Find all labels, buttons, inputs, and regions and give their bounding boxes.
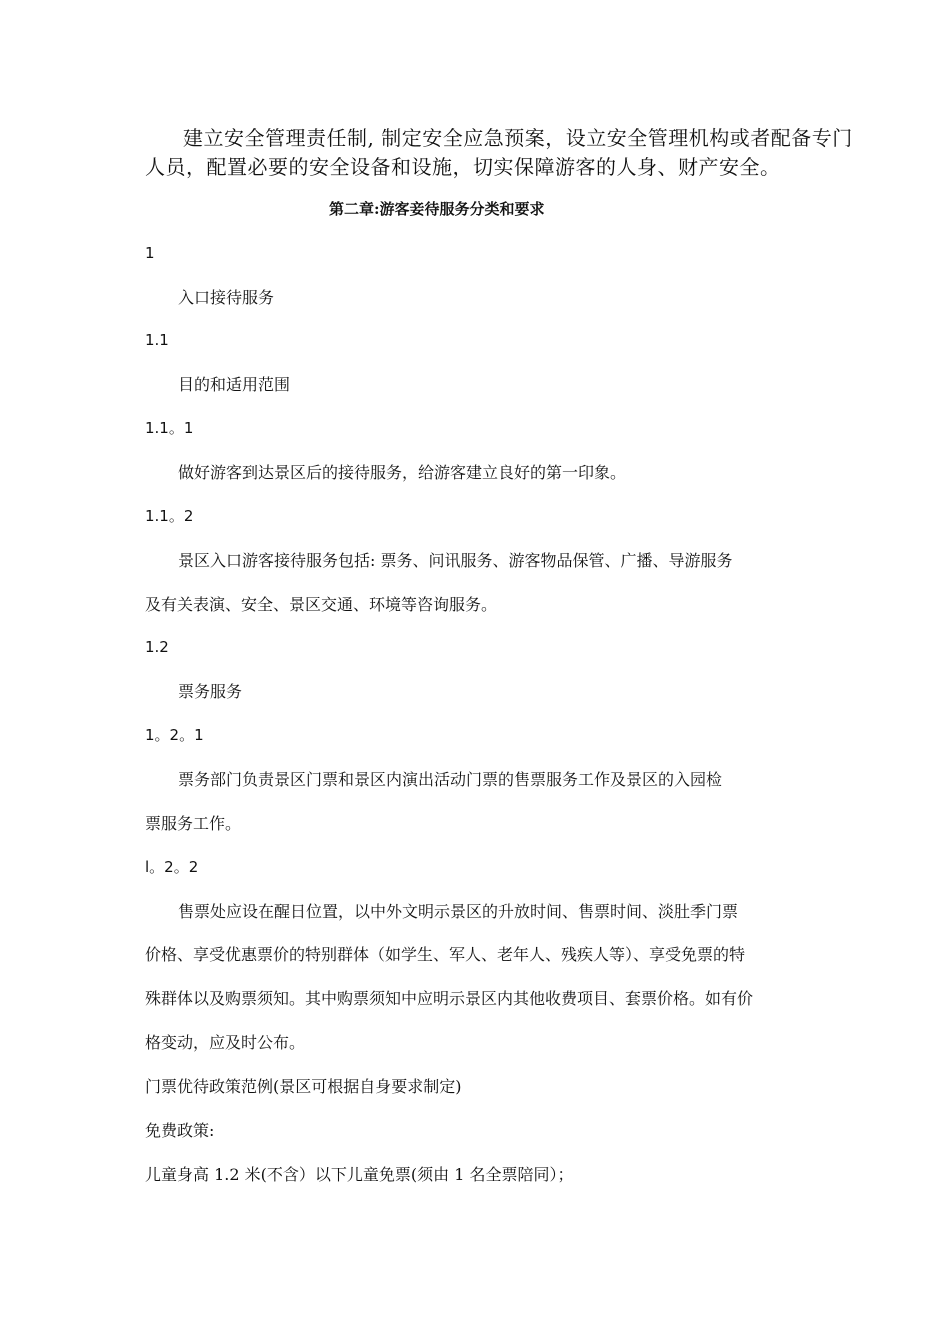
policy-item: 儿童身高 1.2 米(不含）以下儿童免票(须由 1 名全票陪同）； [145, 1165, 574, 1184]
paragraph-line: 及有关表演、安全、景区交通、环境等咨询服务。 [145, 595, 498, 614]
section-number: 1.2 [145, 638, 169, 656]
intro-line-2: 人员，配置必要的安全设备和设施，切实保障游客的人身、财产安全。 [145, 155, 781, 179]
section-number: 1.1。1 [145, 419, 194, 437]
paragraph-line: 价格、享受优惠票价的特别群体（如学生、军人、老年人、残疾人等）、享受免票的特 [145, 945, 746, 964]
section-number: 1。2。1 [145, 726, 204, 744]
paragraph-line: 票务部门负责景区门票和景区内演出活动门票的售票服务工作及景区的入园检 [178, 770, 723, 789]
paragraph-line: 殊群体以及购票须知。其中购票须知中应明示景区内其他收费项目、套票价格。如有价 [145, 989, 754, 1008]
section-heading: 票务服务 [178, 682, 243, 701]
section-heading: 目的和适用范围 [178, 375, 291, 394]
section-number: 1.1。2 [145, 507, 194, 525]
section-number: 1.1 [145, 331, 169, 349]
paragraph-line: 格变动，应及时公布。 [145, 1033, 306, 1052]
paragraph-line: 景区入口游客接待服务包括: 票务、问讯服务、游客物品保管、广播、导游服务 [178, 551, 733, 570]
paragraph-line: 售票处应设在醒日位置，以中外文明示景区的升放时间、售票时间、淡肚季门票 [178, 902, 739, 921]
free-policy-label: 免费政策: [145, 1121, 215, 1140]
section-heading: 入口接待服务 [178, 288, 275, 307]
section-number: 1 [145, 244, 155, 262]
chapter-title: 第二章:游客妾待服务分类和要求 [329, 200, 545, 218]
paragraph-line: 做好游客到达景区后的接待服务，给游客建立良好的第一印象。 [178, 463, 627, 482]
paragraph-line: 票服务工作。 [145, 814, 242, 833]
policy-heading: 门票优待政策范例(景区可根据自身要求制定) [145, 1077, 462, 1096]
section-number: l。2。2 [145, 858, 199, 876]
intro-line-1: 建立安全管理责任制, 制定安全应急预案，设立安全管理机构或者配备专门 [183, 126, 853, 150]
